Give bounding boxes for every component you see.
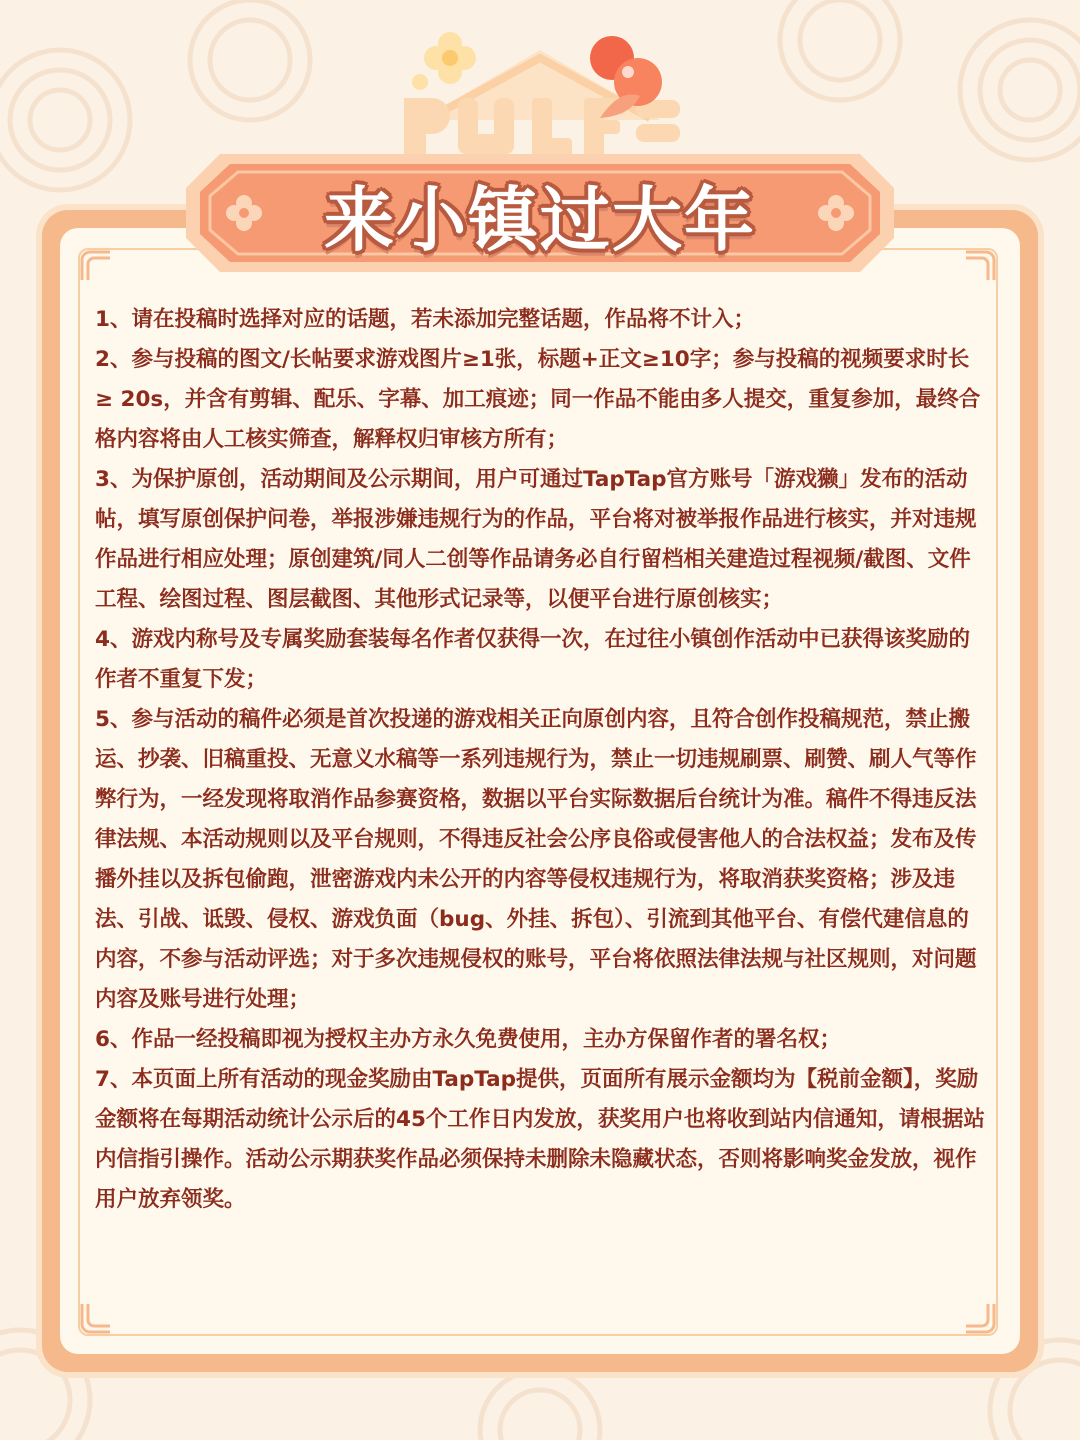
- flower-icon: [424, 32, 476, 84]
- rule-item: 6、作品一经投稿即视为授权主办方永久免费使用，主办方保留作者的署名权；: [95, 1027, 841, 1052]
- rule-item: 5、参与活动的稿件必须是首次投递的游戏相关正向原创内容，且符合创作投稿规范，禁止搬运、抄袭、旧稿重投、无意义水稿等一系列违规行为，禁止一切违规刷票、刷赞、刷人气等作弊行为，一经发现将取消作品参赛资格，数据以平台实际数据后台统计为准。稿件不得违反法律法规、本活动规则以及平台规则，不得违反社会公序良俗或侵害他人的合法权益；发布及传播外挂以及拆包偷跑，泄密游戏内未公开的内容等侵权违规行为，将取消获奖资格；涉及违法、引战、诋毁、侵权、游戏负面（bug、外挂、拆包）、引流到其他平台、有偿代建信息的内容，不参与活动评选；对于多次违规侵权的账号，平台将依照法律法规与社区规则，对问题内容及账号进行处理；: [95, 707, 977, 1012]
- corner-ornament-icon: [80, 1300, 114, 1334]
- rule-item: 2、参与投稿的图文/长帖要求游戏图片≥1张，标题+正文≥10字；参与投稿的视频要求时长 ≥ 20s，并含有剪辑、配乐、字幕、加工痕迹；同一作品不能由多人提交，重复参加，最终合格内容将由人工核实筛查，解释权归审核方所有；: [95, 347, 981, 452]
- corner-ornament-icon: [962, 250, 996, 284]
- corner-ornament-icon: [962, 1300, 996, 1334]
- page-title: 来小镇过大年: [324, 178, 756, 261]
- rule-item: 3、为保护原创，活动期间及公示期间，用户可通过TapTap官方账号「游戏獭」发布的活动帖，填写原创保护问卷，举报涉嫌违规行为的作品，平台将对被举报作品进行核实，并对违规作品进行相应处理；原创建筑/同人二创等作品请务必自行留档相关建造过程视频/截图、文件工程、绘图过程、图层截图、其他形式记录等，以便平台进行原创核实；: [95, 467, 977, 612]
- rule-item: 1、请在投稿时选择对应的话题，若未添加完整话题，作品将不计入；: [95, 307, 755, 332]
- corner-ornament-icon: [80, 250, 114, 284]
- rule-item: 7、本页面上所有活动的现金奖励由TapTap提供，页面所有展示金额均为【税前金额】，奖励金额将在每期活动统计公示后的45个工作日内发放，获奖用户也将收到站内信通知，请根据站内信指引操作。活动公示期获奖作品必须保持未删除未隐藏状态，否则将影响奖金发放，视作用户放弃领奖。: [95, 1067, 985, 1212]
- rule-item: 4、游戏内称号及专属奖励套装每名作者仅获得一次，在过往小镇创作活动中已获得该奖励的作者不重复下发；: [95, 627, 970, 692]
- rules-list: [95, 300, 987, 1220]
